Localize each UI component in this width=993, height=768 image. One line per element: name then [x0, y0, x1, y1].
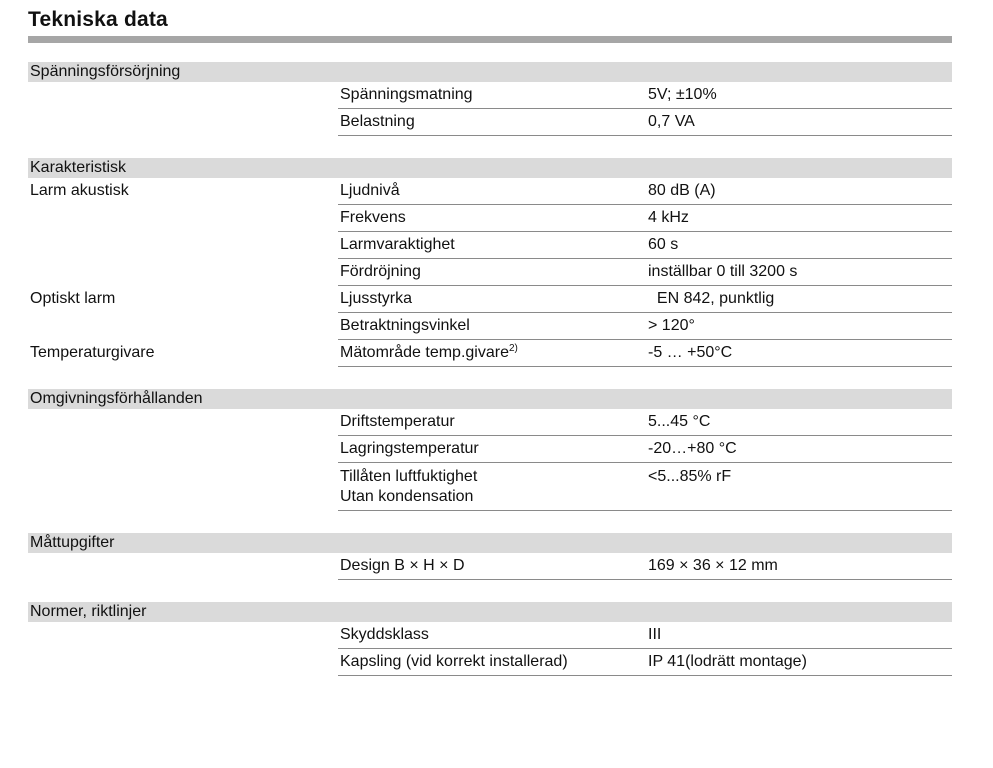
spec-value: IP 41(lodrätt montage): [648, 653, 807, 670]
spec-section: [28, 389, 952, 511]
spec-row: [338, 259, 952, 286]
spec-parameter-text: Lagringstemperatur: [340, 440, 479, 457]
spec-value: 5V; ±10%: [648, 86, 717, 103]
spec-table: [28, 62, 952, 698]
spec-parameter: [338, 463, 648, 510]
spec-row: [338, 313, 952, 340]
spec-parameter: [338, 553, 648, 579]
spec-row: [338, 232, 952, 259]
spec-parameter-text: Design B × H × D: [340, 557, 465, 574]
spec-value: 60 s: [648, 236, 679, 253]
spec-parameter: [338, 178, 648, 204]
section-header: Spänningsförsörjning: [28, 62, 952, 82]
spec-parameter: [338, 649, 648, 675]
section-header: Normer, riktlinjer: [28, 602, 952, 622]
spec-parameter: [338, 109, 648, 135]
spec-row: [338, 109, 952, 136]
spec-value: III: [648, 626, 662, 643]
spec-group: [28, 340, 952, 367]
spec-section: [28, 602, 952, 676]
spec-parameter: [338, 82, 648, 108]
spec-group: [28, 82, 952, 136]
title-divider: [28, 36, 952, 43]
spec-parameter-text: Betraktningsvinkel: [340, 317, 470, 334]
group-label: Optiskt larm: [30, 290, 116, 307]
group-label: [28, 82, 338, 136]
spec-rows: [338, 340, 952, 367]
spec-row: [338, 622, 952, 649]
spec-parameter: [338, 232, 648, 258]
spec-parameter-text: Mätområde temp.givare: [340, 344, 509, 361]
spec-parameter: [338, 622, 648, 648]
spec-row: [338, 553, 952, 580]
group-label: [28, 409, 338, 511]
section-header: Karakteristisk: [28, 158, 952, 178]
spec-row: [338, 409, 952, 436]
spec-rows: [338, 286, 952, 340]
spec-parameter-text: Ljusstyrka: [340, 290, 413, 307]
spec-parameter-text: Belastning: [340, 113, 415, 130]
section-header: Måttupgifter: [28, 533, 952, 553]
spec-group: [28, 409, 952, 511]
spec-section: [28, 158, 952, 367]
spec-parameter-text: Ljudnivå: [340, 182, 400, 199]
spec-parameter-text: Fördröjning: [340, 263, 421, 280]
spec-parameter-text: Frekvens: [340, 209, 406, 226]
spec-value: 0,7 VA: [648, 113, 695, 130]
spec-parameter: [338, 313, 648, 339]
group-label: [28, 553, 338, 580]
spec-value: inställbar 0 till 3200 s: [648, 263, 798, 280]
spec-parameter-text: Spänningsmatning: [340, 86, 473, 103]
spec-rows: [338, 553, 952, 580]
spec-rows: [338, 82, 952, 136]
spec-row: [338, 436, 952, 463]
spec-parameter: [338, 436, 648, 462]
spec-value: 169 × 36 × 12 mm: [648, 557, 778, 574]
spec-rows: [338, 409, 952, 511]
page-title: Tekniska data: [28, 8, 168, 31]
spec-row: [338, 463, 952, 511]
spec-value: 4 kHz: [648, 209, 689, 226]
footnote-marker: 2): [508, 343, 518, 354]
spec-value: -20…+80 °C: [648, 440, 737, 457]
spec-section: [28, 533, 952, 580]
spec-value: <5...85% rF: [648, 468, 732, 485]
spec-parameter: [338, 286, 648, 312]
spec-parameter-text: Kapsling (vid korrekt installerad): [340, 653, 568, 670]
spec-row: [338, 82, 952, 109]
spec-value: 5...45 °C: [648, 413, 711, 430]
spec-group: [28, 553, 952, 580]
spec-value: -5 … +50°C: [648, 344, 733, 361]
spec-parameter-text: Driftstemperatur: [340, 413, 455, 430]
spec-rows: [338, 178, 952, 286]
spec-row: [338, 205, 952, 232]
spec-value: 80 dB (A): [648, 182, 716, 199]
spec-section: [28, 62, 952, 136]
spec-group: [28, 286, 952, 340]
spec-value: EN 842, punktlig: [648, 290, 775, 307]
spec-parameter-text: Skyddsklass: [340, 626, 429, 643]
spec-group: [28, 622, 952, 676]
spec-row: [338, 340, 952, 367]
spec-row: [338, 649, 952, 676]
spec-row: [338, 286, 952, 313]
spec-parameter-text: Larmvaraktighet: [340, 236, 455, 253]
section-header: Omgivningsförhållanden: [28, 389, 952, 409]
spec-parameter: [338, 340, 648, 366]
spec-rows: [338, 622, 952, 676]
spec-parameter: [338, 205, 648, 231]
spec-group: [28, 178, 952, 286]
group-label: Temperaturgivare: [30, 344, 155, 361]
spec-parameter-text: Tillåten luftfuktighet Utan kondensation: [340, 468, 478, 505]
spec-parameter: [338, 409, 648, 435]
spec-value: > 120°: [648, 317, 695, 334]
spec-parameter: [338, 259, 648, 285]
spec-row: [338, 178, 952, 205]
group-label: Larm akustisk: [30, 182, 129, 199]
group-label: [28, 622, 338, 676]
